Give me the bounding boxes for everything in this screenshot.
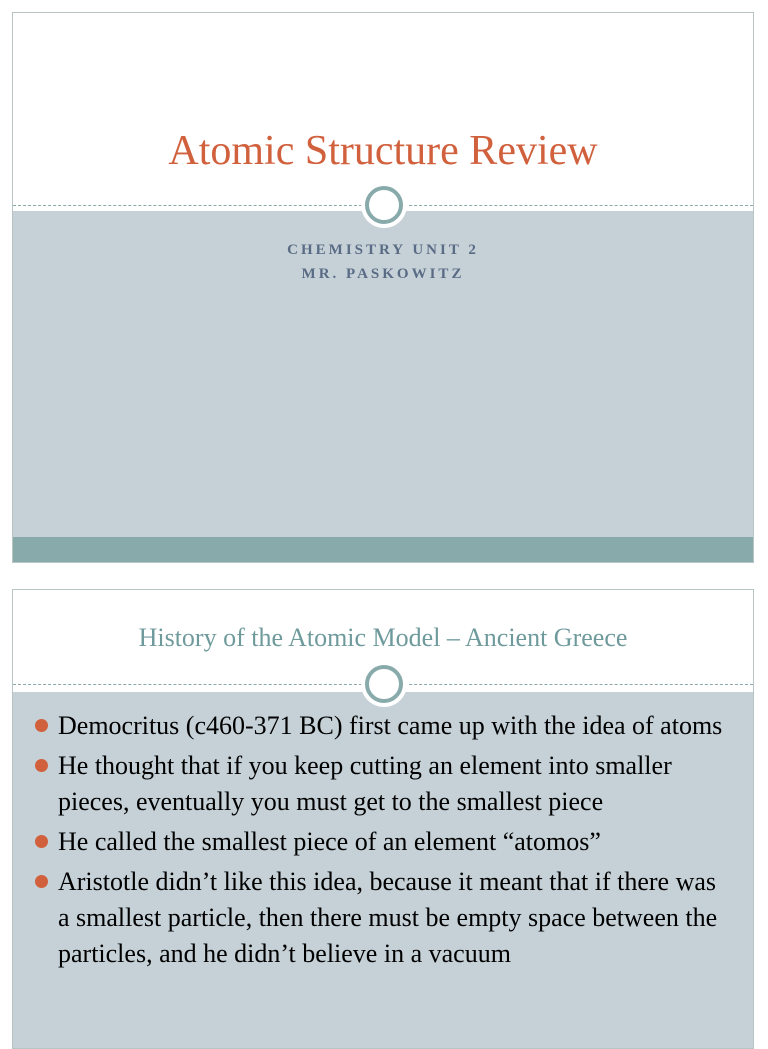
bullet-item bbox=[33, 824, 733, 860]
divider-ring-icon bbox=[365, 186, 403, 224]
footer-band bbox=[13, 537, 753, 563]
bullet-text: Democritus (c460-371 BC) first came up with the idea of atoms bbox=[58, 711, 723, 740]
bullet-dot-icon bbox=[35, 835, 48, 848]
slide-title: Atomic Structure Review bbox=[168, 128, 598, 174]
bullet-dot-icon bbox=[35, 719, 48, 732]
bullet-text: He thought that if you keep cutting an element into smaller pieces, eventually you must get to the smallest piece bbox=[58, 751, 672, 816]
bullet-text: He called the smallest piece of an element “atomos” bbox=[58, 827, 601, 856]
bullet-dot-icon bbox=[35, 759, 48, 772]
bullet-item bbox=[33, 708, 733, 744]
bullet-list bbox=[33, 708, 733, 976]
bullet-item bbox=[33, 748, 733, 820]
bullet-text: Aristotle didn’t like this idea, because it meant that if there was a smallest particle, then there must be empty space between the particles, and he didn’t believe in a vacuum bbox=[58, 867, 718, 968]
slide-subtitle-course: CHEMISTRY UNIT 2 bbox=[287, 242, 479, 258]
bullet-dot-icon bbox=[35, 875, 48, 888]
content-slide-title: History of the Atomic Model – Ancient Greece bbox=[138, 623, 628, 652]
slide-subtitle-teacher: MR. PASKOWITZ bbox=[301, 266, 465, 282]
content-slide bbox=[12, 589, 754, 1049]
bullet-item bbox=[33, 864, 733, 972]
title-slide-body bbox=[13, 211, 753, 537]
title-slide-header bbox=[13, 13, 753, 206]
divider-ring-icon bbox=[365, 665, 403, 703]
title-slide bbox=[12, 12, 754, 563]
